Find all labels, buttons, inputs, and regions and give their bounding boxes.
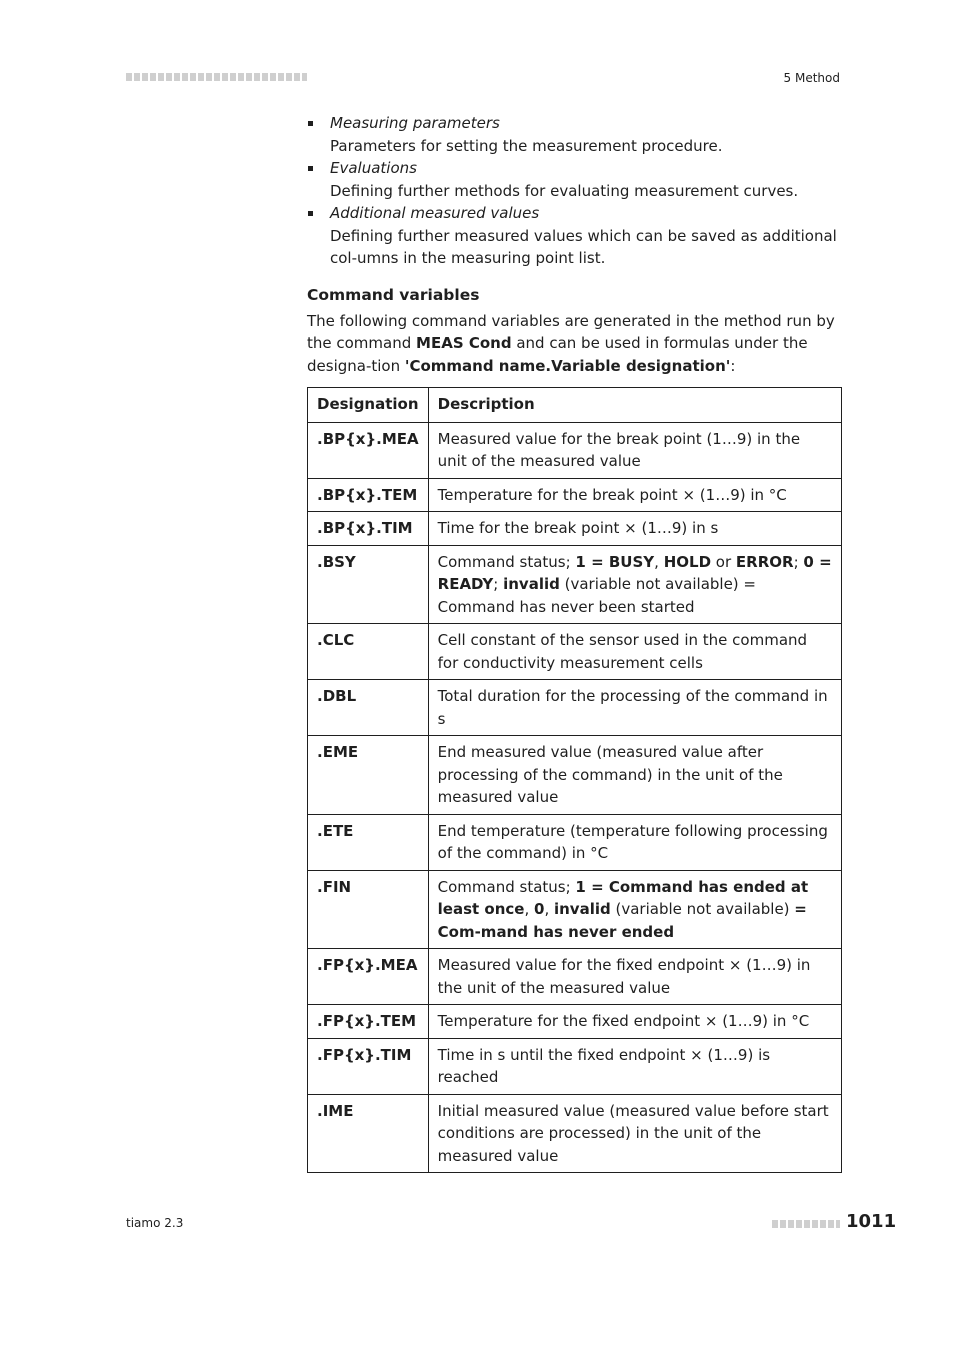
tab-list	[307, 112, 841, 270]
variable-designation: .FP{x}.TIM	[308, 1038, 429, 1094]
header-decoration	[126, 73, 307, 81]
table-row	[308, 422, 842, 478]
variable-designation: .FP{x}.MEA	[308, 949, 429, 1005]
section-heading: Command variables	[307, 285, 480, 304]
variable-description	[428, 624, 841, 680]
table-row	[308, 478, 842, 512]
variable-designation: .BP{x}.TIM	[308, 512, 429, 546]
page-number: 1011	[846, 1211, 897, 1232]
variable-description	[428, 1038, 841, 1094]
variable-description	[428, 1005, 841, 1039]
table-row	[308, 1094, 842, 1173]
column-header-description: Description	[428, 388, 841, 423]
description-text: Command status;	[437, 877, 576, 896]
variable-designation: .FIN	[308, 870, 429, 949]
bullet-icon	[308, 211, 313, 216]
variable-description	[428, 545, 841, 624]
table-row	[308, 736, 842, 815]
variable-designation: .BP{x}.MEA	[308, 422, 429, 478]
variable-description	[428, 736, 841, 815]
description-emphasis: HOLD	[663, 552, 712, 571]
footer-decoration	[772, 1220, 840, 1228]
variable-description	[428, 870, 841, 949]
variable-designation: .DBL	[308, 680, 429, 736]
variable-designation: .BP{x}.TEM	[308, 478, 429, 512]
table-row	[308, 814, 842, 870]
description-text: or	[711, 552, 736, 571]
description-text: (variable not available)	[610, 900, 795, 918]
description-text: Temperature for the fixed endpoint × (1…9) in °C	[437, 1012, 810, 1030]
description-emphasis: ERROR	[735, 552, 794, 571]
variable-description	[428, 1094, 841, 1173]
table-row	[308, 870, 842, 949]
description-text: End temperature (temperature following processing of the command) in °C	[437, 821, 828, 862]
list-item-title: Measuring parameters	[330, 114, 500, 132]
description-emphasis: 1 = BUSY	[575, 552, 655, 571]
list-item-description: Defining further methods for evaluating measurement curves.	[330, 181, 799, 200]
variable-designation: .CLC	[308, 624, 429, 680]
command-variables-table	[307, 387, 842, 1173]
variable-description	[428, 512, 841, 546]
description-emphasis: 1 = Command has ended at least once	[437, 877, 809, 918]
table-header-row	[308, 388, 842, 423]
list-item-description: Parameters for setting the measurement procedure.	[330, 136, 723, 155]
description-text: Measured value for the break point (1…9) in the unit of the measured value	[437, 429, 801, 470]
description-text: End measured value (measured value after processing of the command) in the unit of the measured value	[437, 743, 783, 806]
variable-description	[428, 814, 841, 870]
table-row	[308, 545, 842, 624]
chapter-title: 5 Method	[783, 71, 840, 85]
intro-text: The following command variables are generated in the method run by the command	[307, 311, 835, 352]
list-item-description: Defining further measured values which can be saved as additional col-umns in the measuring point list.	[330, 226, 837, 267]
description-emphasis: 0 = READY	[437, 552, 832, 593]
list-item	[307, 157, 841, 202]
column-header-designation: Designation	[308, 388, 429, 423]
description-text: ;	[493, 575, 504, 593]
description-text: Temperature for the break point × (1…9) in °C	[437, 485, 787, 504]
list-item	[307, 112, 841, 157]
list-item-title: Additional measured values	[330, 204, 540, 222]
description-text: ;	[793, 552, 804, 571]
list-item-title: Evaluations	[330, 159, 417, 177]
table-row	[308, 949, 842, 1005]
product-name: tiamo 2.3	[126, 1216, 184, 1230]
variable-description	[428, 949, 841, 1005]
intro-text: and can be used in formulas under the designa-tion	[307, 334, 808, 375]
description-emphasis: invalid	[553, 900, 611, 918]
description-emphasis: invalid	[503, 575, 560, 593]
variable-designation: .BSY	[308, 545, 429, 624]
command-name: MEAS Cond	[416, 334, 512, 352]
bullet-icon	[308, 166, 313, 171]
intro-text: :	[730, 356, 736, 375]
table-row	[308, 1038, 842, 1094]
variable-designation: .FP{x}.TEM	[308, 1005, 429, 1039]
description-text: Measured value for the fixed endpoint × (1…9) in the unit of the measured value	[437, 956, 811, 997]
description-emphasis: = Com-mand has never ended	[437, 900, 807, 941]
description-text: Total duration for the processing of the command in s	[437, 687, 828, 728]
table-body	[308, 422, 842, 1173]
description-text: Cell constant of the sensor used in the command for conductivity measurement cells	[437, 631, 808, 672]
intro-paragraph	[307, 310, 841, 378]
description-text: Command status;	[437, 552, 576, 571]
description-text: Time in s until the fixed endpoint × (1…9) is reached	[437, 1045, 771, 1086]
variable-designation: .IME	[308, 1094, 429, 1173]
variable-description	[428, 680, 841, 736]
page-content	[307, 112, 841, 1173]
description-text: ,	[524, 900, 534, 918]
variable-description	[428, 478, 841, 512]
designation-format: 'Command name.Variable designation'	[404, 356, 731, 375]
variable-designation: .ETE	[308, 814, 429, 870]
variable-description	[428, 422, 841, 478]
description-text: (variable not available) = Command has never been started	[437, 575, 756, 616]
variable-designation: .EME	[308, 736, 429, 815]
table-row	[308, 624, 842, 680]
table-row	[308, 512, 842, 546]
description-emphasis: 0	[534, 900, 545, 918]
bullet-icon	[308, 121, 313, 126]
table-row	[308, 1005, 842, 1039]
description-text: Time for the break point × (1…9) in s	[437, 519, 719, 537]
table-row	[308, 680, 842, 736]
description-text: ,	[654, 552, 664, 571]
list-item	[307, 202, 841, 270]
description-text: ,	[544, 900, 554, 918]
description-text: Initial measured value (measured value before start conditions are processed) in the unit of the measured value	[437, 1101, 829, 1165]
